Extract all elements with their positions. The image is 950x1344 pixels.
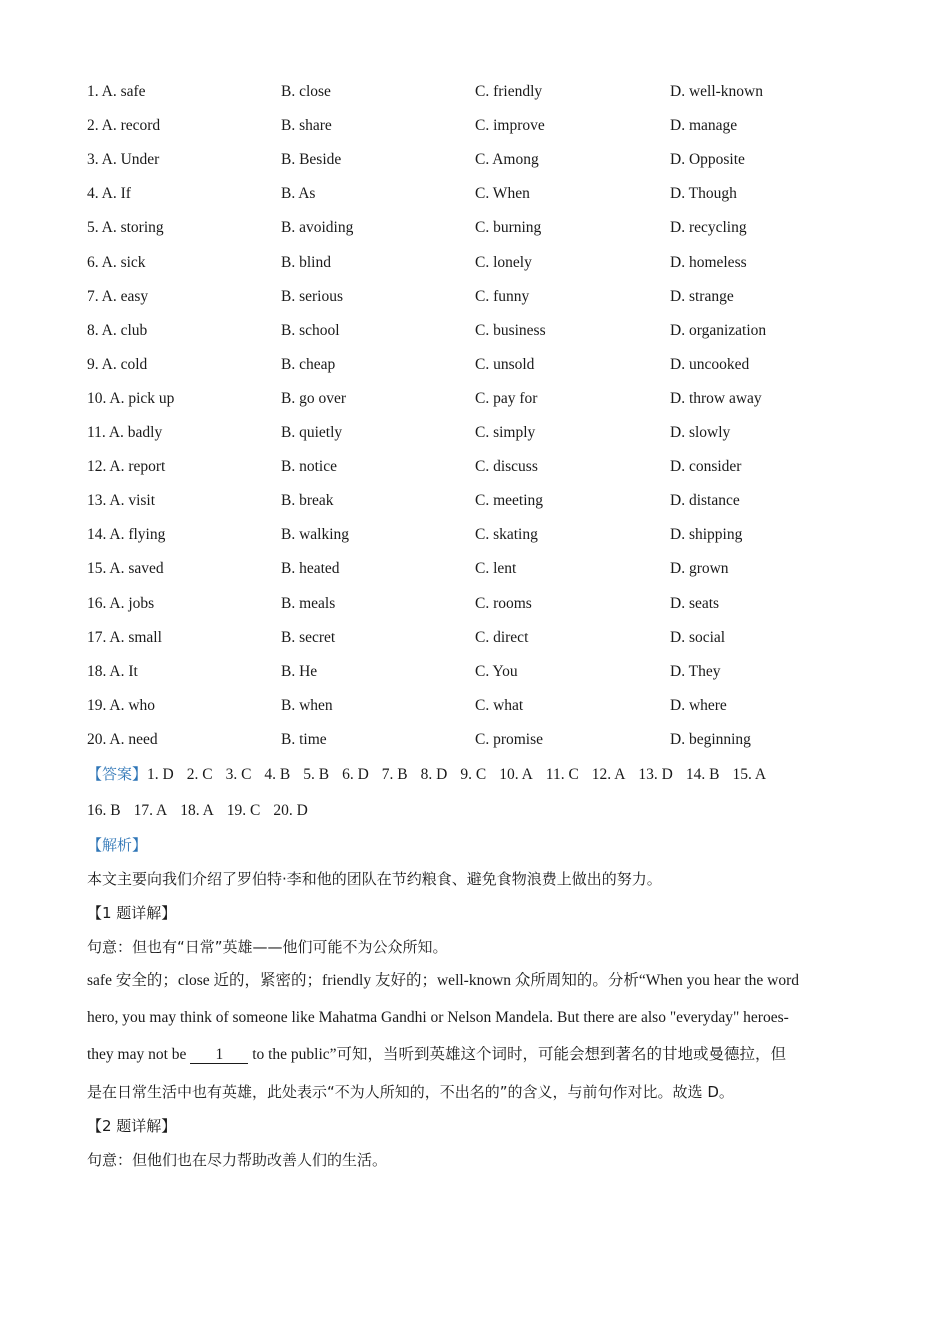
option-c: C. direct bbox=[475, 628, 529, 646]
option-a: 7. A. easy bbox=[87, 287, 149, 305]
answer-item: 18. A bbox=[180, 802, 214, 819]
answer-line-2 bbox=[87, 801, 321, 821]
option-c: C. burning bbox=[475, 219, 542, 237]
q2-heading: 【2 题详解】 bbox=[87, 1117, 177, 1135]
option-d: D. distance bbox=[670, 492, 740, 510]
q1-explain-line-3 bbox=[87, 1045, 786, 1065]
option-d: D. homeless bbox=[670, 253, 747, 271]
option-b: B. walking bbox=[281, 526, 350, 544]
answer-item: 12. A bbox=[591, 766, 626, 783]
answer-item: 10. A bbox=[499, 766, 533, 783]
option-b: B. avoiding bbox=[281, 219, 354, 237]
option-b: B. time bbox=[281, 730, 327, 748]
option-d: D. grown bbox=[670, 560, 729, 578]
answer-line-1 bbox=[87, 764, 779, 785]
answer-item: 1. D bbox=[147, 766, 174, 783]
option-b: B. Beside bbox=[281, 151, 342, 169]
answer-item: 16. B bbox=[87, 802, 121, 819]
option-c: C. business bbox=[475, 321, 546, 339]
option-d: D. organization bbox=[670, 321, 767, 339]
answer-label: 【答案】 bbox=[87, 765, 148, 783]
option-d: D. seats bbox=[670, 594, 720, 612]
option-d: D. beginning bbox=[670, 730, 751, 748]
option-a: 3. A. Under bbox=[87, 151, 160, 169]
q1-line3-post: to the public”可知，当听到英雄这个词时，可能会想到著名的甘地或曼德拉，但 bbox=[248, 1046, 787, 1063]
option-c: C. rooms bbox=[475, 594, 532, 612]
option-c: C. lonely bbox=[475, 253, 532, 271]
option-b: B. secret bbox=[281, 628, 336, 646]
summary-text: 本文主要向我们介绍了罗伯特·李和他的团队在节约粮食、避免食物浪费上做出的努力。 bbox=[87, 870, 662, 888]
option-b: B. share bbox=[281, 117, 332, 135]
option-b: B. notice bbox=[281, 458, 337, 476]
option-b: B. break bbox=[281, 492, 334, 510]
option-a: 19. A. who bbox=[87, 696, 156, 714]
option-a: 4. A. If bbox=[87, 185, 131, 203]
option-d: D. consider bbox=[670, 458, 742, 476]
option-c: C. skating bbox=[475, 526, 538, 544]
option-c: C. what bbox=[475, 696, 524, 714]
answer-item: 3. C bbox=[225, 766, 252, 783]
option-a: 10. A. pick up bbox=[87, 389, 175, 407]
option-d: D. where bbox=[670, 696, 727, 714]
q1-explain-line-1: safe 安全的；close 近的，紧密的；friendly 友好的；well-known 众所周知的。分析“When you hear the word bbox=[87, 972, 800, 989]
answer-item: 6. D bbox=[342, 766, 369, 783]
option-d: D. well-known bbox=[670, 83, 763, 100]
option-a: 5. A. storing bbox=[87, 219, 164, 237]
option-c: C. lent bbox=[475, 560, 517, 578]
option-d: D. uncooked bbox=[670, 355, 750, 373]
analysis-label: 【解析】 bbox=[87, 836, 148, 854]
option-b: B. heated bbox=[281, 560, 340, 578]
option-a: 12. A. report bbox=[87, 458, 166, 476]
option-c: C. simply bbox=[475, 424, 536, 441]
option-d: D. slowly bbox=[670, 424, 731, 441]
answer-item: 7. B bbox=[381, 766, 408, 783]
option-b: B. quietly bbox=[281, 424, 343, 441]
answer-item: 5. B bbox=[303, 766, 330, 783]
option-b: B. cheap bbox=[281, 355, 336, 373]
option-b: B. school bbox=[281, 321, 340, 339]
q1-blank: 1 bbox=[190, 1047, 248, 1064]
answer-item: 8. D bbox=[420, 766, 448, 783]
answer-item: 4. B bbox=[264, 766, 291, 783]
option-a: 8. A. club bbox=[87, 321, 148, 339]
q1-explain-line-2: hero, you may think of someone like Mahatma Gandhi or Nelson Mandela. But there are also "everyday" heroes- bbox=[87, 1009, 789, 1026]
option-c: C. promise bbox=[475, 730, 544, 748]
option-a: 13. A. visit bbox=[87, 492, 156, 510]
option-d: D. Opposite bbox=[670, 151, 745, 169]
answer-item: 11. C bbox=[545, 766, 579, 783]
option-c: C. discuss bbox=[475, 458, 538, 476]
option-b: B. meals bbox=[281, 594, 336, 612]
answer-item: 19. C bbox=[226, 802, 261, 819]
option-c: C. When bbox=[475, 185, 530, 203]
option-c: C. You bbox=[475, 662, 518, 680]
option-c: C. Among bbox=[475, 151, 539, 169]
option-d: D. shipping bbox=[670, 526, 743, 544]
option-b: B. As bbox=[281, 185, 316, 203]
option-d: D. throw away bbox=[670, 389, 762, 407]
answer-item: 9. C bbox=[460, 766, 487, 783]
option-a: 1. A. safe bbox=[87, 83, 146, 100]
option-b: B. close bbox=[281, 83, 331, 100]
option-a: 2. A. record bbox=[87, 117, 161, 135]
q1-line3-pre: they may not be bbox=[87, 1046, 191, 1063]
option-a: 18. A. It bbox=[87, 662, 138, 680]
answer-item: 14. B bbox=[685, 766, 720, 783]
answer-item: 2. C bbox=[186, 766, 213, 783]
option-c: C. funny bbox=[475, 287, 530, 305]
option-a: 11. A. badly bbox=[87, 424, 163, 441]
option-a: 14. A. flying bbox=[87, 526, 166, 544]
option-a: 16. A. jobs bbox=[87, 594, 155, 612]
answer-item: 13. D bbox=[638, 766, 673, 783]
option-b: B. blind bbox=[281, 253, 331, 271]
option-d: D. recycling bbox=[670, 219, 747, 237]
option-b: B. when bbox=[281, 696, 333, 714]
option-c: C. unsold bbox=[475, 355, 535, 373]
option-a: 9. A. cold bbox=[87, 355, 148, 373]
option-a: 20. A. need bbox=[87, 730, 158, 748]
option-c: C. meeting bbox=[475, 492, 544, 510]
option-c: C. pay for bbox=[475, 389, 538, 407]
option-b: B. go over bbox=[281, 389, 347, 407]
option-d: D. strange bbox=[670, 287, 734, 305]
option-d: D. Though bbox=[670, 185, 737, 203]
option-c: C. friendly bbox=[475, 83, 543, 100]
option-d: D. manage bbox=[670, 117, 738, 135]
answer-item: 17. A bbox=[133, 802, 168, 819]
q1-heading: 【1 题详解】 bbox=[87, 904, 177, 922]
answer-item: 15. A bbox=[732, 766, 767, 783]
q2-meaning: 句意：但他们也在尽力帮助改善人们的生活。 bbox=[87, 1151, 388, 1169]
option-c: C. improve bbox=[475, 117, 545, 135]
option-b: B. He bbox=[281, 662, 318, 680]
q1-explain-line-4: 是在日常生活中也有英雄，此处表示“不为人所知的，不出名的”的含义，与前句作对比。故选 D。 bbox=[87, 1083, 734, 1101]
option-d: D. They bbox=[670, 662, 721, 680]
option-d: D. social bbox=[670, 628, 726, 646]
option-a: 6. A. sick bbox=[87, 253, 146, 271]
option-a: 17. A. small bbox=[87, 628, 162, 646]
answer-item: 20. D bbox=[273, 802, 308, 819]
option-a: 15. A. saved bbox=[87, 560, 164, 578]
option-b: B. serious bbox=[281, 287, 343, 305]
q1-meaning: 句意：但也有“日常”英雄——他们可能不为公众所知。 bbox=[87, 938, 448, 956]
